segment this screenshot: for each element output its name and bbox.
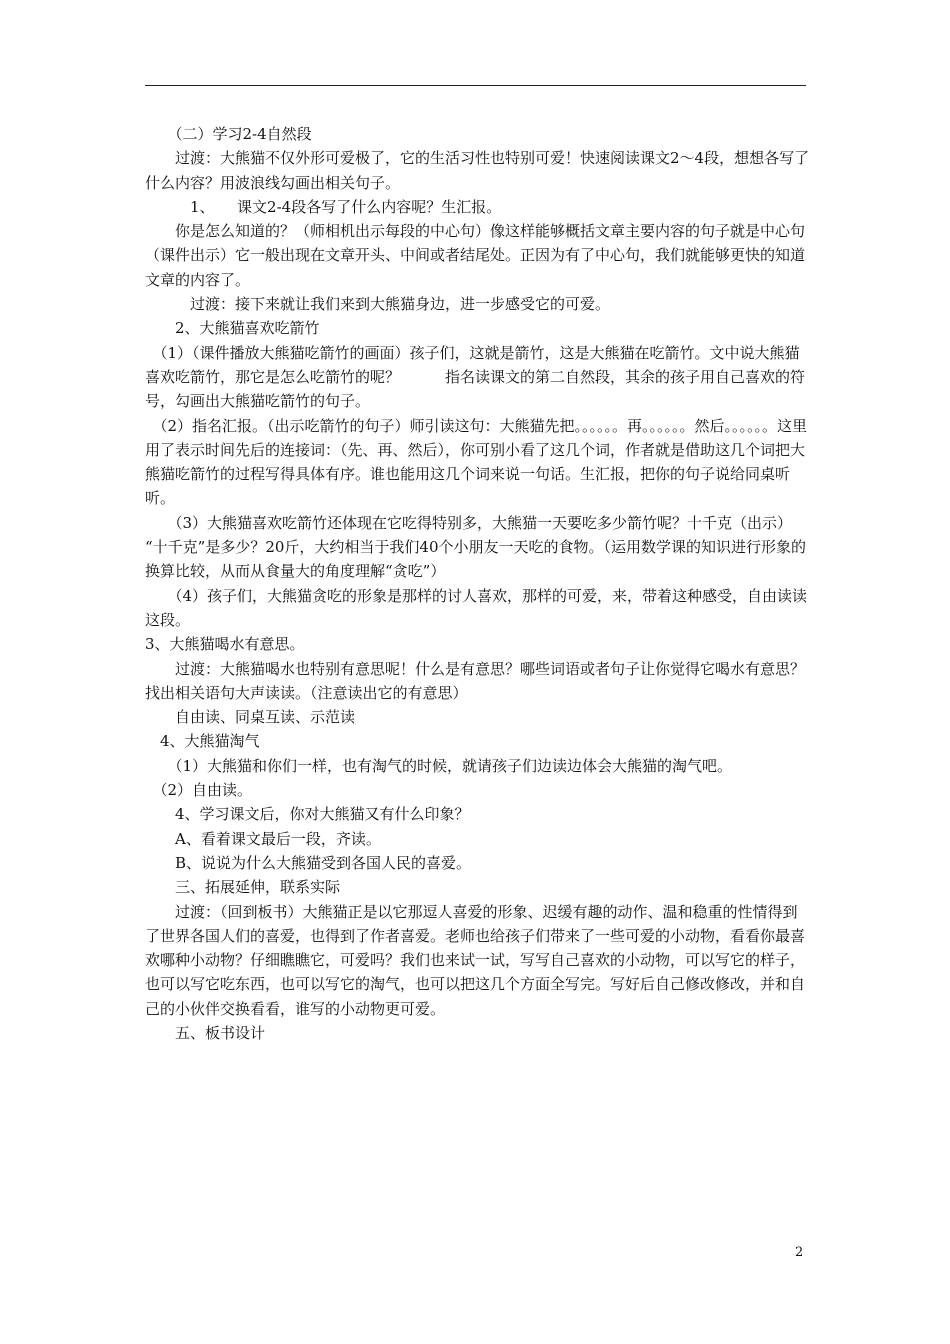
paragraph: 过渡：大熊猫喝水也特别有意思呢！什么是有意思？哪些词语或者句子让你觉得它喝水有意思？找出相关语句大声读读。（注意读出它的有意思） (145, 659, 806, 702)
section-heading-paragraphs-2-4: （二）学习2-4自然段 (145, 125, 312, 143)
subheading: 4、学习课文后，你对大熊猫又有什么印象？ (145, 805, 470, 824)
paragraph: （4）孩子们，大熊猫贪吃的形象是那样的讨人喜欢，那样的可爱，来，带着这种感受，自由读读这段。 (145, 586, 808, 629)
paragraph: （1）大熊猫和你们一样，也有淘气的时候，就请孩子们边读边体会大熊猫的淘气吧。 (145, 756, 733, 775)
page-number: 2 (795, 1245, 804, 1260)
paragraph: （3）大熊猫喜欢吃箭竹还体现在它吃得特别多，大熊猫一天要吃多少箭竹呢？十千克（出示） (145, 513, 793, 532)
paragraph: 自由读、同桌互读、示范读 (145, 708, 356, 727)
paragraph: 你是怎么知道的？（师相机出示每段的中心句）像这样能够概括文章主要内容的句子就是中心句（课件出示）它一般出现在文章开头、中间或者结尾处。正因为有了中心句，我们就能够更快的知道文章的内容了。 (145, 222, 806, 289)
document-body (145, 122, 810, 1045)
subheading: 2、大熊猫喜欢吃箭竹 (145, 319, 320, 338)
list-item: B、说说为什么大熊猫受到各国人民的喜爱。 (145, 853, 472, 872)
paragraph: （2）自由读。 (145, 781, 253, 800)
paragraph: 过渡：（回到板书）大熊猫正是以它那逗人喜爱的形象、迟缓有趣的动作、温和稳重的性情得到了世界各国人们的喜爱，也得到了作者喜爱。老师也给孩子们带来了一些可爱的小动物，看看你最喜欢哪种小动物？仔细瞧瞧它，可爱吗？我们也来试一试，写写自己喜欢的小动物，可以写它的样子，也可以写它吃东西，也可以写它的淘气，也可以把这几个方面全写完。写好后自己修改修改，并和自己的小伙伴交换看看，谁写的小动物更可爱。 (145, 902, 806, 1018)
paragraph: 过渡：大熊猫不仅外形可爱极了，它的生活习性也特别可爱！快速阅读课文2～4段，想想各写了什么内容？用波浪线勾画出相关句子。 (145, 149, 810, 192)
subheading: 4、大熊猫淘气 (145, 732, 260, 751)
list-item: A、看着课文最后一段，齐读。 (145, 829, 381, 848)
paragraph: （1）（课件播放大熊猫吃箭竹的画面）孩子们，这就是箭竹，这是大熊猫在吃箭竹。文中说大熊猫喜欢吃箭竹，那它是怎么吃箭竹的呢？ 指名读课文的第二自然段，其余的孩子用自己喜欢的符号，勾画出大熊猫吃箭竹的句子。 (145, 343, 806, 411)
paragraph: “十千克”是多少？20斤，大约相当于我们40个小朋友一天吃的食物。（运用数学课的知识进行形象的换算比较，从而从食量大的角度理解“贪吃”） (145, 538, 807, 581)
subheading: 3、大熊猫喝水有意思。 (145, 635, 305, 654)
section-heading: 三、拓展延伸，联系实际 (145, 878, 341, 897)
section-heading: 五、板书设计 (145, 1023, 266, 1042)
list-item: 1、 课文2-4段各写了什么内容呢？生汇报。 (145, 197, 502, 216)
paragraph: （2）指名汇报。（出示吃箭竹的句子）师引读这句：大熊猫先把。。。。。。再。。。。。。然后。。。。。。这里用了表示时间先后的连接词：（先、再、然后），你可别小看了这几个词，作者就是借助这几个词把大熊猫吃箭竹的过程写得具体有序。谁也能用这几个词来说一句话。生汇报，把你的句子说给同桌听听。 (145, 416, 808, 508)
header-rule (145, 85, 806, 86)
paragraph: 过渡：接下来就让我们来到大熊猫身边，进一步感受它的可爱。 (145, 295, 611, 314)
